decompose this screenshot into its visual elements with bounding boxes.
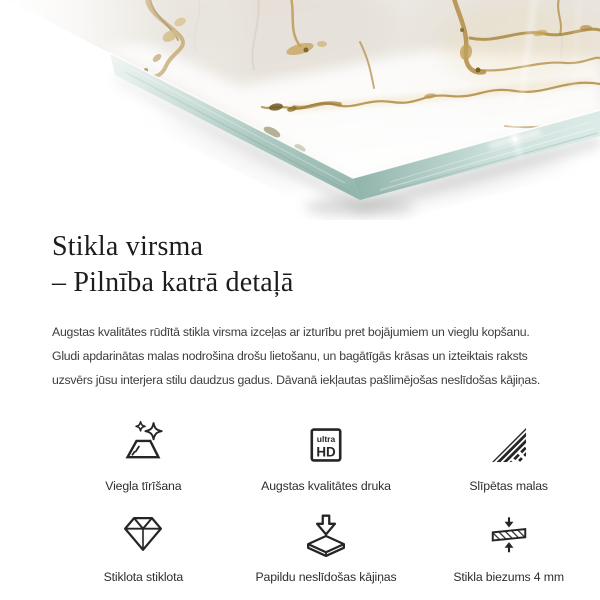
product-photo [0,0,600,220]
description-line: Gludi apdarinātas malas nodrošina drošu lietošanu, un bagātīgās krāsas un izteiktais raksts [52,348,528,363]
feature-beveled-edges [417,419,600,493]
feature-non-slip-feet [235,510,418,584]
feature-label: Papildu neslīdošas kājiņas [255,569,397,584]
feature-easy-cleaning [52,419,235,493]
feature-label: Slīpētas malas [469,478,548,493]
feature-label: Viegla tīrīšana [105,478,182,493]
title-line-1: Stikla virsma [52,231,204,262]
description-line: uzsvērs jūsu interjera stilu daudzus gadus. Dāvanā iekļautas pašlimējošas neslīdošas kājiņas. [52,372,541,387]
ultra-hd-badge-icon [300,419,352,471]
sparkle-clean-surface-icon [117,419,169,471]
description-line: Augstas kvalitātes rūdītā stikla virsma izceļas ar izturību pret bojājumiem un vieglu kopšanu. [52,324,530,339]
feature-label: Augstas kvalitātes druka [261,478,391,493]
ultra-text: ultra [316,433,336,444]
non-slip-pad-arrow-icon [300,510,352,562]
diamond-icon [117,510,169,562]
title-line-2: – Pilnība katrā detaļā [52,267,294,298]
page-title [52,229,600,301]
hd-text: HD [316,444,336,460]
features-grid [52,419,600,584]
description [52,320,600,392]
glass-panel-image [0,0,600,220]
beveled-edge-hatch-icon [483,419,535,471]
feature-glazed-glass [52,510,235,584]
fade-overlay [0,0,260,220]
feature-glass-thickness [417,510,600,584]
feature-label: Stiklota stiklota [103,569,184,584]
feature-high-quality-print [235,419,418,493]
glass-thickness-icon [483,510,535,562]
feature-label: Stikla biezums 4 mm [453,569,564,584]
